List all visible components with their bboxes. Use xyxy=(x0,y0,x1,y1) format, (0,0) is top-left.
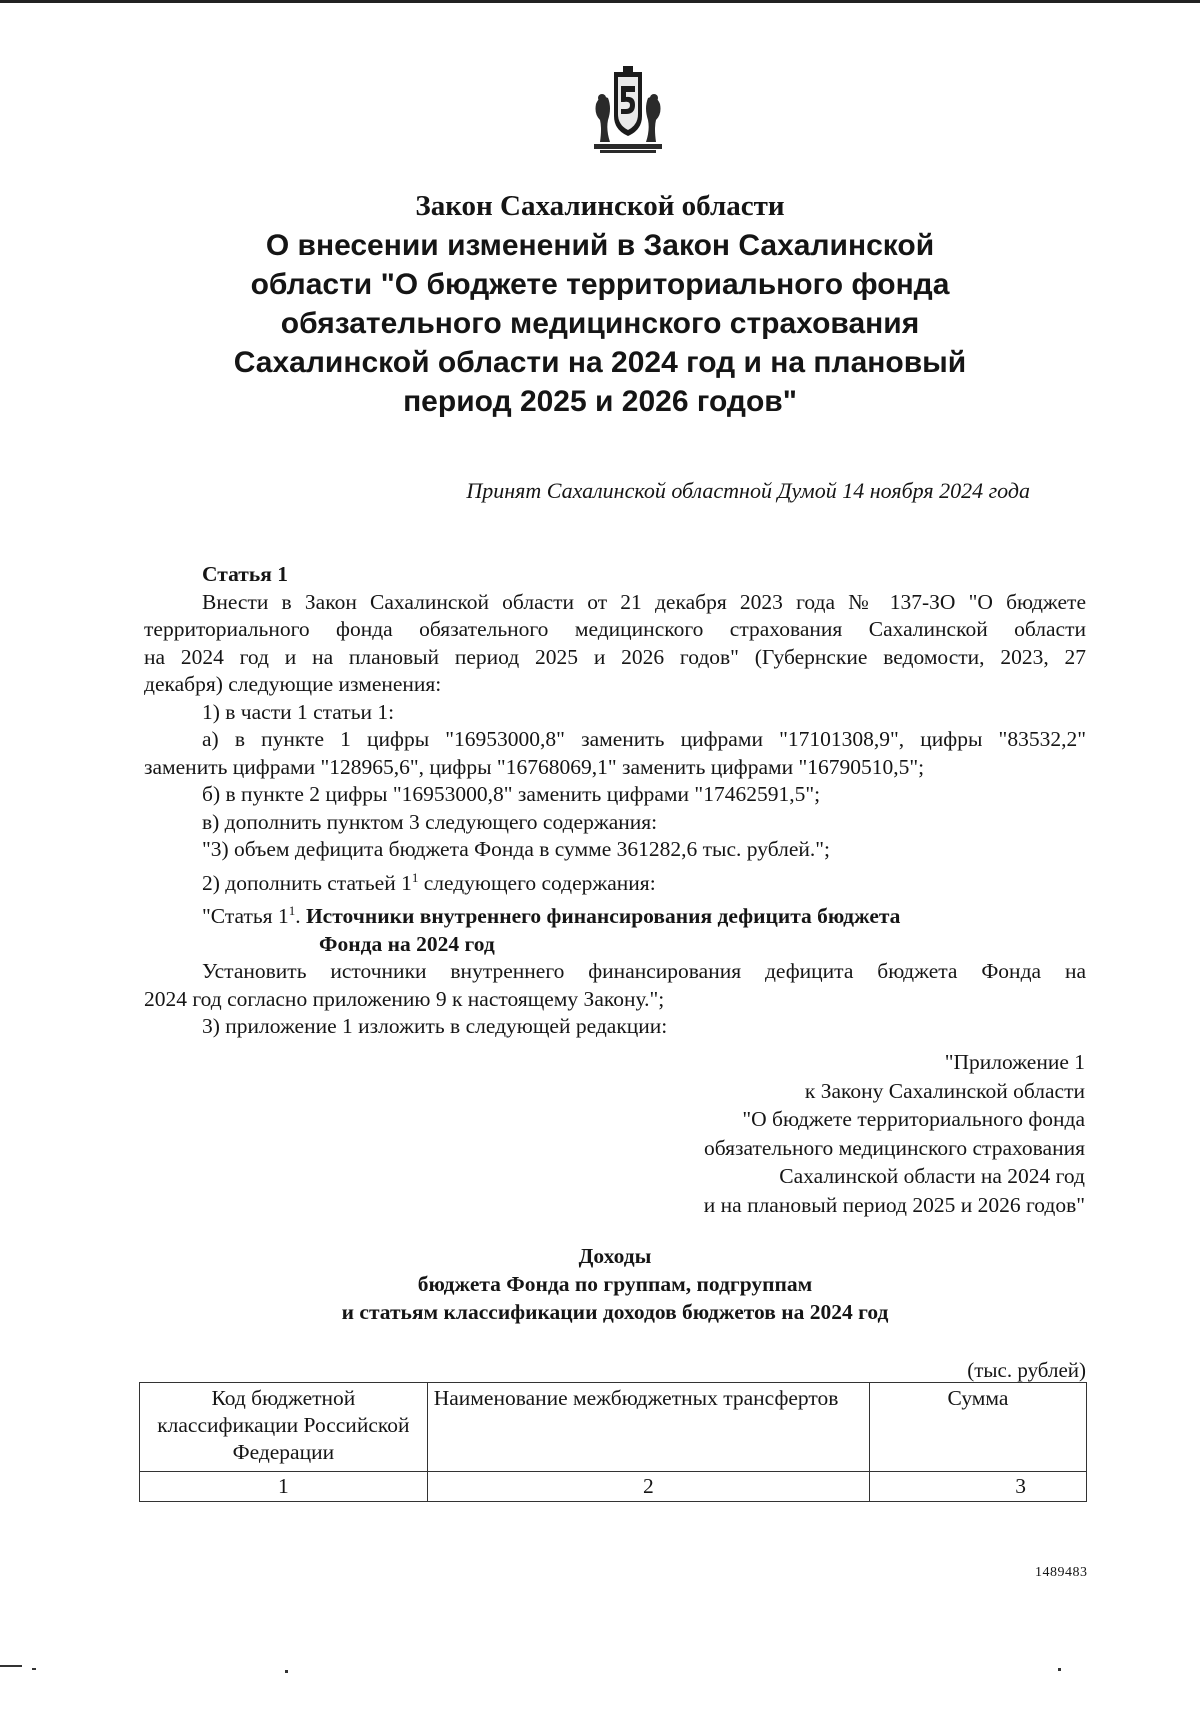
new-article-dot: . xyxy=(295,904,306,929)
annex-line: "Приложение 1 xyxy=(944,1050,1085,1074)
law-subject-line: обязательного медицинского страхования xyxy=(280,307,920,340)
article-text-line: декабря) следующие изменения: xyxy=(144,672,442,696)
header-cell-name: Наименование межбюджетных трансфертов xyxy=(427,1383,869,1472)
scan-speck xyxy=(285,1670,288,1673)
column-number-cell: 3 xyxy=(869,1472,1086,1502)
superscript: 1 xyxy=(288,903,296,919)
adoption-note: Принят Сахалинской областной Думой 14 ноября 2024 года xyxy=(466,478,1030,503)
new-article-title: Источники внутреннего финансирования дефицита бюджета xyxy=(305,904,901,929)
income-table xyxy=(139,1382,1087,1502)
annex-line: "О бюджете территориального фонда xyxy=(742,1107,1085,1131)
article-text-line: Внести в Закон Сахалинской области от 21 декабря 2023 года № 137-ЗО "О бюджете xyxy=(202,589,1086,614)
law-title: Закон Сахалинской области xyxy=(415,190,785,222)
amendment-text: 2) дополнить статьей 1 xyxy=(202,870,412,895)
amendment-text: следующего содержания: xyxy=(418,870,656,895)
amendment-item: 3) приложение 1 изложить в следующей редакции: xyxy=(202,1014,668,1039)
new-article-title: Фонда на 2024 год xyxy=(319,931,495,956)
column-number-cell: 2 xyxy=(427,1472,869,1502)
law-subject-line: Сахалинской области на 2024 год и на плановый xyxy=(233,346,967,379)
amendment-item: Установить источники внутреннего финансирования дефицита бюджета Фонда на xyxy=(202,959,1086,984)
article-body xyxy=(144,561,1086,1041)
coat-of-arms-icon xyxy=(590,64,666,156)
annex-line: обязательного медицинского страхования xyxy=(703,1135,1085,1160)
amendment-item: "3) объем дефицита бюджета Фонда в сумме 361282,6 тыс. рублей."; xyxy=(202,837,831,861)
annex-line: и на плановый период 2025 и 2026 годов" xyxy=(703,1192,1085,1217)
law-subject-line: период 2025 и 2026 годов" xyxy=(403,385,797,418)
law-subject-line: области "О бюджете территориального фонда xyxy=(250,268,950,301)
new-article-label: "Статья 1 xyxy=(202,904,289,929)
annex-header xyxy=(560,1048,1085,1219)
article-text-line: на 2024 год и на плановый период 2025 и 2026 годов" (Губернские ведомости, 2023, 27 xyxy=(144,644,1086,669)
amendment-item: заменить цифрами "128965,6", цифры "16768069,1" заменить цифрами "16790510,5"; xyxy=(144,754,925,779)
annex-line: к Закону Сахалинской области xyxy=(804,1078,1085,1103)
column-number-cell: 1 xyxy=(140,1472,428,1502)
header-cell-sum: Сумма xyxy=(869,1383,1086,1472)
income-title: Доходы xyxy=(578,1244,652,1268)
article-text-line: территориального фонда обязательного медицинского страхования Сахалинской области xyxy=(144,617,1086,641)
new-article-heading xyxy=(144,897,1086,931)
table-header-row xyxy=(140,1383,1087,1472)
article-heading: Статья 1 xyxy=(202,562,288,586)
amendment-item: б) в пункте 2 цифры "16953000,8" заменить цифрами "17462591,5"; xyxy=(202,782,821,806)
amendment-item: 2024 год согласно приложению 9 к настоящему Закону."; xyxy=(144,986,665,1011)
scan-speck xyxy=(0,1665,22,1667)
amendment-item: а) в пункте 1 цифры "16953000,8" заменить цифрами "17101308,9", цифры "83532,2" xyxy=(202,727,1086,751)
header-cell-code: Код бюджетной классификации Российской Федерации xyxy=(140,1383,428,1472)
income-subtitle: бюджета Фонда по группам, подгруппам xyxy=(417,1272,813,1296)
law-subject-line: О внесении изменений в Закон Сахалинской xyxy=(265,229,935,262)
income-subtitle: и статьям классификации доходов бюджетов на 2024 год xyxy=(341,1300,889,1324)
scan-speck xyxy=(1058,1668,1061,1671)
scan-speck xyxy=(32,1668,36,1670)
amendment-item xyxy=(144,864,1086,898)
document-number: 1489483 xyxy=(1035,1565,1088,1580)
amendment-item: в) дополнить пунктом 3 следующего содержания: xyxy=(202,809,658,834)
table-row xyxy=(140,1472,1087,1502)
annex-line: Сахалинской области на 2024 год xyxy=(779,1164,1085,1188)
superscript: 1 xyxy=(411,869,419,885)
amendment-item: 1) в части 1 статьи 1: xyxy=(202,699,395,724)
units-label: (тыс. рублей) xyxy=(967,1358,1086,1382)
law-subject xyxy=(150,226,1050,421)
scan-edge-line xyxy=(0,0,1200,3)
